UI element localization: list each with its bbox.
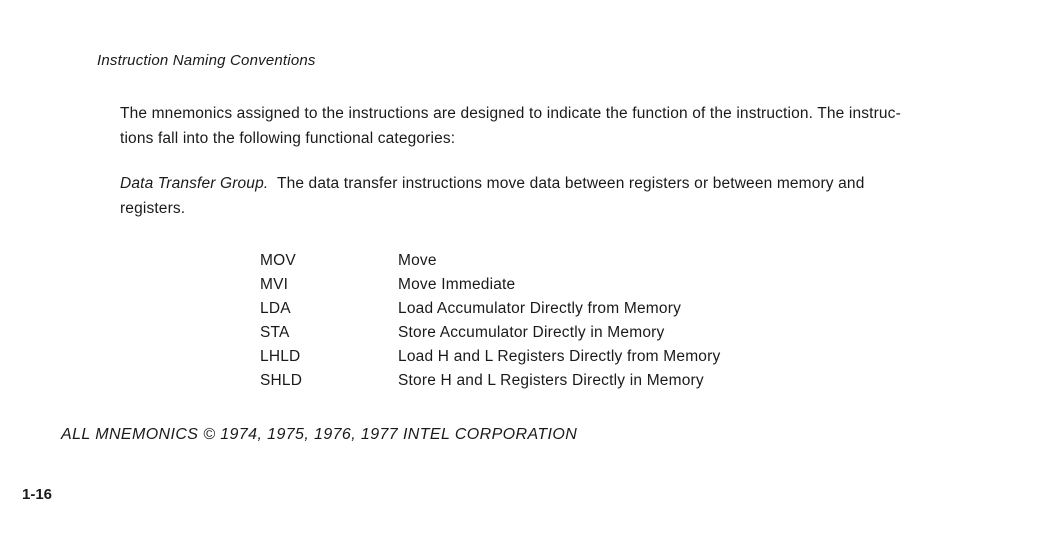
mnemonic-table [260, 249, 720, 393]
table-row [260, 369, 720, 393]
mnemonic-description: Store Accumulator Directly in Memory [398, 324, 665, 341]
mnemonic-code: SHLD [260, 372, 303, 389]
mnemonic-code: MVI [260, 276, 289, 293]
table-row [260, 273, 720, 297]
mnemonic-description: Store H and L Registers Directly in Memory [398, 372, 704, 389]
mnemonic-description: Move Immediate [398, 276, 516, 293]
table-row [260, 297, 720, 321]
mnemonic-code: STA [260, 324, 290, 341]
copyright-notice: ALL MNEMONICS © 1974, 1975, 1976, 1977 INTEL CORPORATION [61, 426, 578, 443]
mnemonic-code: LDA [260, 300, 291, 317]
intro-line-2: tions fall into the following functional categories: [120, 130, 456, 147]
mnemonic-description: Load H and L Registers Directly from Memory [398, 348, 721, 365]
section-title: Instruction Naming Conventions [97, 52, 316, 69]
data-transfer-line-1 [120, 171, 1020, 196]
intro-paragraph [120, 101, 1020, 151]
data-transfer-text: The data transfer instructions move data between registers or between memory and [268, 175, 865, 192]
mnemonic-description: Move [398, 252, 437, 269]
mnemonic-description: Load Accumulator Directly from Memory [398, 300, 682, 317]
table-row [260, 321, 720, 345]
data-transfer-line-2: registers. [120, 200, 186, 217]
mnemonic-code: LHLD [260, 348, 301, 365]
table-row [260, 249, 720, 273]
data-transfer-heading: Data Transfer Group. [120, 175, 269, 192]
intro-line-1: The mnemonics assigned to the instructions are designed to indicate the function of the instruction. The instruc- [120, 105, 901, 122]
table-row [260, 345, 720, 369]
mnemonic-code: MOV [260, 252, 296, 269]
data-transfer-paragraph [120, 171, 1020, 221]
page-number: 1-16 [22, 486, 53, 503]
